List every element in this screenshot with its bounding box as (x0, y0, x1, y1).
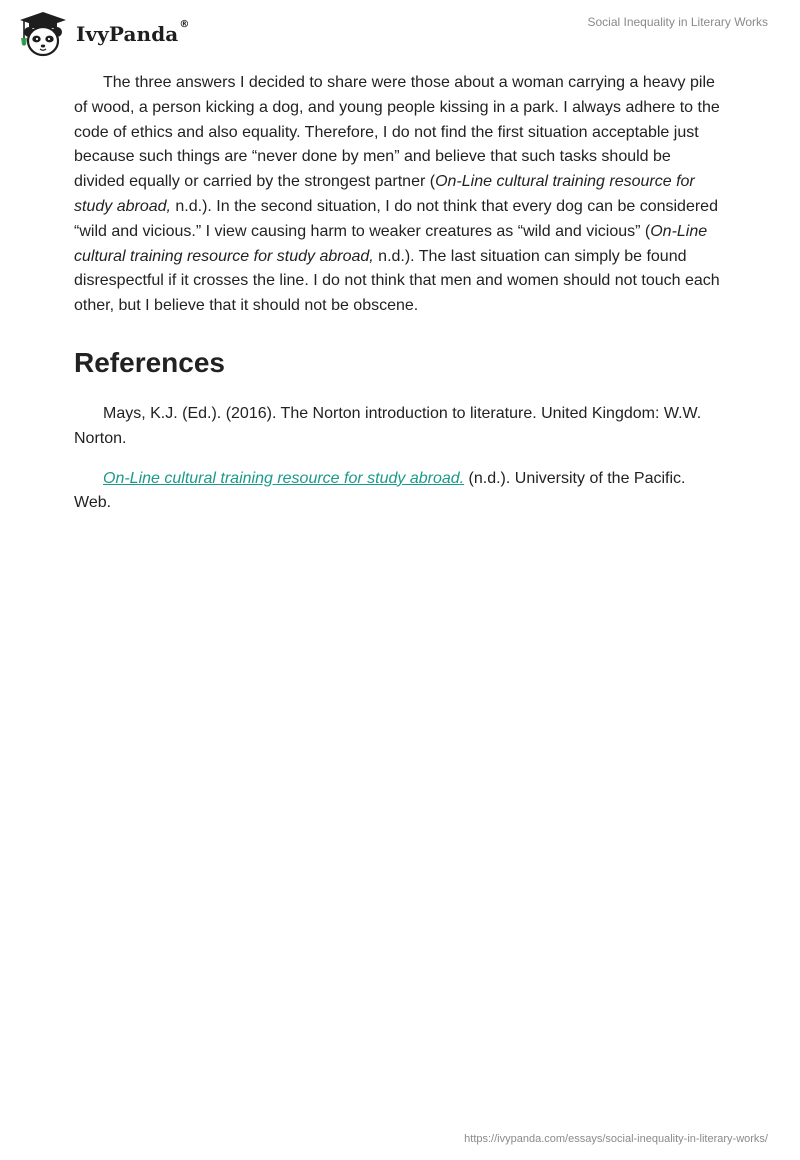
panda-graduate-logo-icon (16, 8, 70, 58)
citation-title: On-Line cultural training resource for study abroad, (74, 222, 708, 265)
paragraph-text: n.d.). In the second situation, I do not think that every dog can be considered “wild and vicious.” I view causing harm to weaker creatures as “wild and vicious” ( (74, 197, 718, 240)
ivypanda-logo[interactable] (16, 8, 189, 58)
reference-entry (74, 467, 720, 517)
page-header (0, 0, 800, 64)
reference-text: (n.d.). University of the Pacific. Web. (74, 469, 686, 512)
paragraph-text: n.d.). The last situation can simply be found disrespectful if it crosses the line. I do not think that men and women should not touch each other, but I believe that it should not be obscene. (74, 247, 720, 315)
paragraph-text: The three answers I decided to share were those about a woman carrying a heavy pile of wood, a person kicking a dog, and young people kissing in a park. I always adhere to the code of ethics and also equality. Therefore, I do not find the first situation acceptable just because such things are “never done by men” and believe that such tasks should be divided equally or carried by the strongest partner ( (74, 74, 720, 191)
reference-link[interactable]: On-Line cultural training resource for study abroad. (103, 469, 465, 487)
essay-content (74, 71, 720, 531)
references-heading: References (74, 346, 225, 378)
body-paragraph (74, 71, 720, 319)
brand-name: IvyPanda® (76, 19, 190, 46)
page-url: https://ivypanda.com/essays/social-inequality-in-literary-works/ (464, 1133, 768, 1145)
citation-title: On-Line cultural training resource for study abroad, (74, 173, 695, 215)
reference-entry: Mays, K.J. (Ed.). (2016). The Norton introduction to literature. United Kingdom: W.W. Norton. (74, 404, 702, 447)
document-title: Social Inequality in Literary Works (587, 15, 768, 29)
registered-mark: ® (179, 19, 190, 30)
